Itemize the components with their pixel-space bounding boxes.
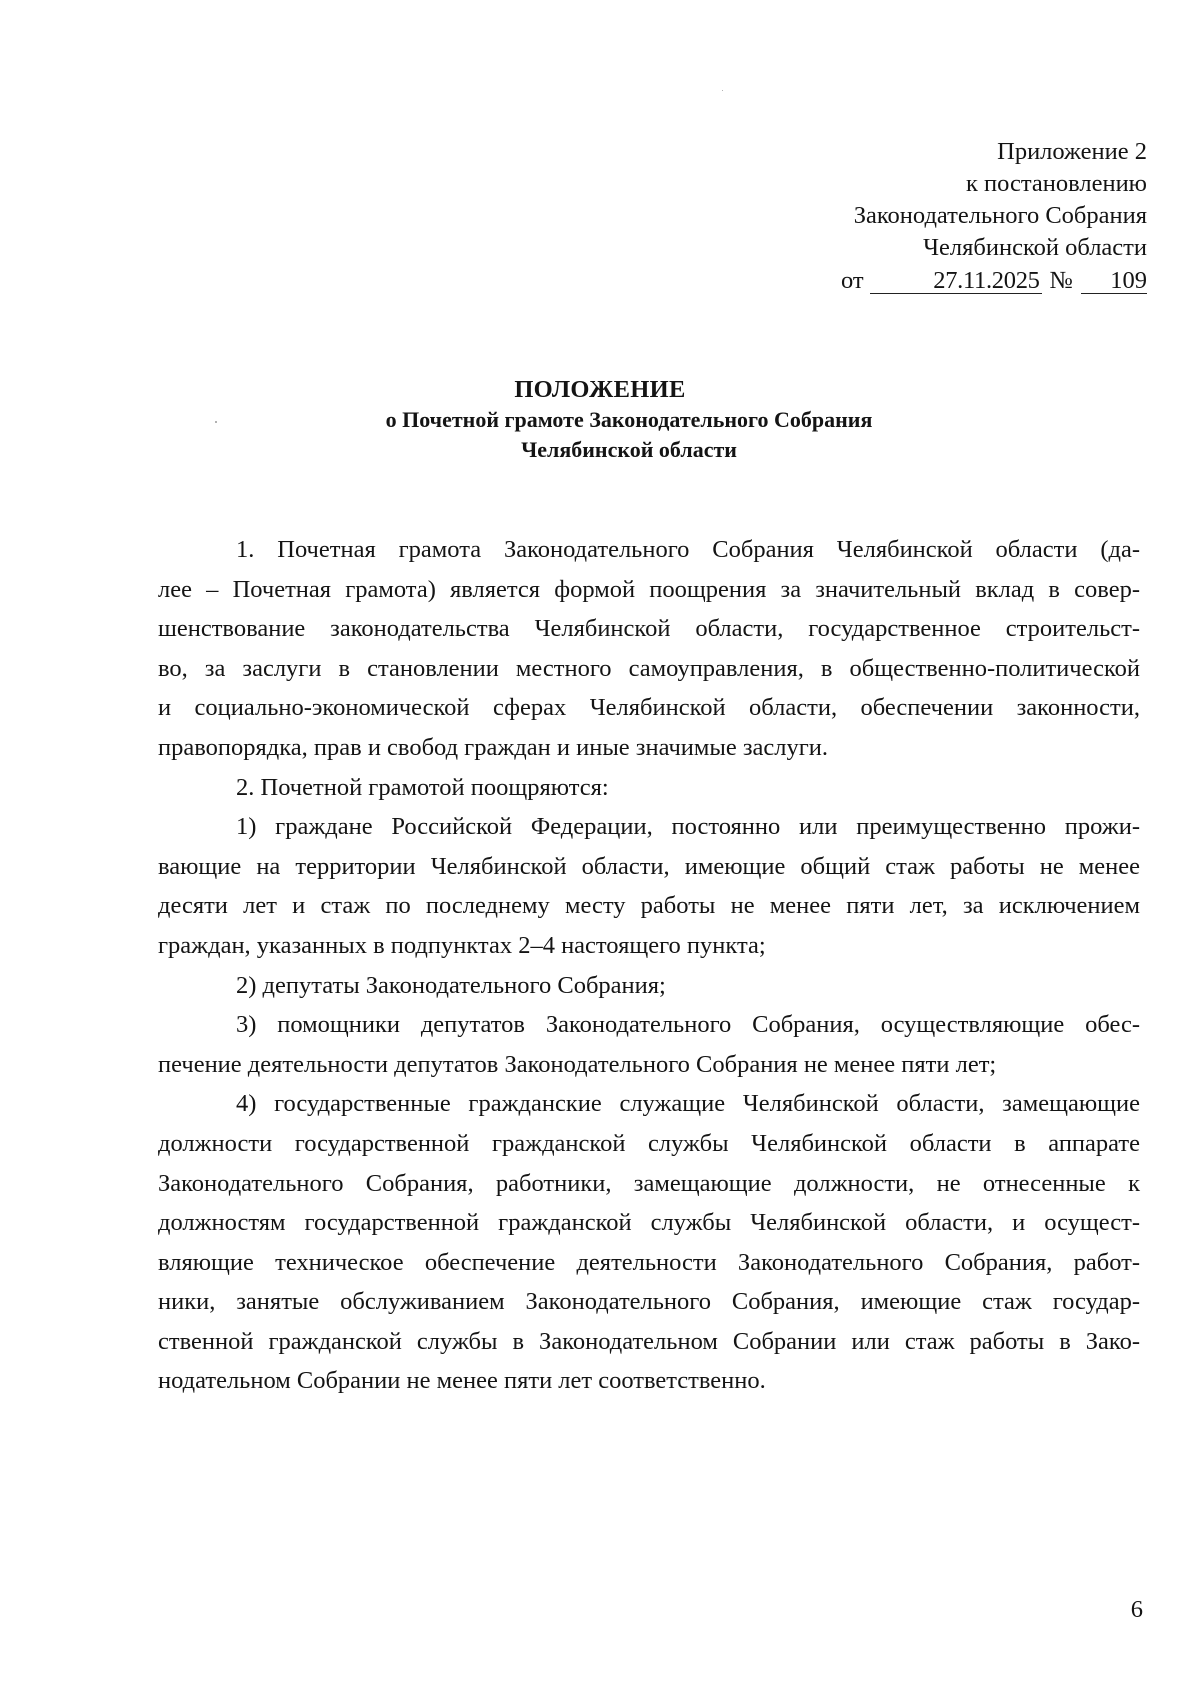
appendix-region-line: Челябинской области — [923, 234, 1147, 261]
paragraph — [158, 530, 1140, 768]
paragraph-line: граждан, указанных в подпунктах 2–4 настоящего пункта; — [158, 931, 766, 959]
document-subtitle-line-2: Челябинской области — [521, 437, 737, 462]
paragraph-line: 3) помощники депутатов Законодательного Собрания, осуществляющие обес- — [236, 1011, 1140, 1039]
paragraph-line: вающие на территории Челябинской области, имеющие общий стаж работы не менее — [158, 852, 1140, 880]
document-subtitle-line-1: о Почетной грамоте Законодательного Собрания — [385, 407, 873, 432]
appendix-date-number-line — [841, 265, 1147, 297]
paragraph-line: должностям государственной гражданской службы Челябинской области, и осущест- — [158, 1209, 1140, 1237]
document-title: ПОЛОЖЕНИЕ — [514, 376, 686, 403]
date-field — [870, 269, 1042, 294]
number-field — [1081, 269, 1147, 294]
document-title-block — [0, 375, 1200, 465]
page-number: 6 — [1130, 1596, 1143, 1623]
paragraph-line: Законодательного Собрания, работники, замещающие должности, не отнесенные к — [158, 1169, 1140, 1197]
scan-speck — [722, 90, 723, 91]
paragraph-line: лее – Почетная грамота) является формой поощрения за значительный вклад в совер- — [158, 575, 1140, 603]
paragraph-line: должности государственной гражданской службы Челябинской области в аппарате — [158, 1129, 1140, 1157]
paragraph-line: вляющие техническое обеспечение деятельности Законодательного Собрания, работ- — [158, 1248, 1140, 1276]
paragraph-line: ники, занятые обслуживанием Законодательного Собрания, имеющие стаж государ- — [158, 1288, 1140, 1316]
paragraph-line: во, за заслуги в становлении местного самоуправления, в общественно-политической — [158, 654, 1140, 682]
paragraph-line: шенствование законодательства Челябинской области, государственное строительст- — [158, 615, 1140, 643]
paragraph-line: 2. Почетной грамотой поощряются: — [236, 773, 609, 801]
appendix-assembly-line: Законодательного Собрания — [853, 202, 1147, 229]
from-label: от — [840, 267, 864, 294]
document-body — [158, 530, 1140, 1401]
resolution-date: 27.11.2025 — [933, 267, 1040, 294]
appendix-header — [841, 136, 1147, 297]
paragraph-line: 1) граждане Российской Федерации, постоянно или преимущественно прожи- — [236, 813, 1140, 841]
resolution-number: 109 — [1110, 267, 1147, 294]
appendix-title: Приложение 2 — [997, 138, 1147, 165]
paragraph — [158, 966, 1140, 1006]
paragraph — [158, 1084, 1140, 1401]
paragraph-line: 2) депутаты Законодательного Собрания; — [236, 971, 666, 999]
paragraph-line: нодательном Собрании не менее пяти лет соответственно. — [158, 1367, 766, 1395]
paragraph-line: правопорядка, прав и свобод граждан и иные значимые заслуги. — [158, 733, 829, 761]
paragraph — [158, 768, 1140, 808]
paragraph-line: 4) государственные гражданские служащие Челябинской области, замещающие — [236, 1090, 1140, 1118]
number-label: № — [1049, 267, 1073, 294]
paragraph — [158, 1005, 1140, 1084]
paragraph — [158, 807, 1140, 965]
appendix-resolution-line: к постановлению — [966, 170, 1147, 197]
paragraph-line: печение деятельности депутатов Законодательного Собрания не менее пяти лет; — [158, 1050, 997, 1078]
paragraph-line: десяти лет и стаж по последнему месту работы не менее пяти лет, за исключением — [158, 892, 1140, 920]
paragraph-line: 1. Почетная грамота Законодательного Собрания Челябинской области (да- — [236, 536, 1140, 563]
scan-speck — [215, 421, 217, 423]
paragraph-line: и социально-экономической сферах Челябинской области, обеспечении законности, — [158, 694, 1140, 722]
paragraph-line: ственной гражданской службы в Законодательном Собрании или стаж работы в Зако- — [158, 1327, 1140, 1355]
